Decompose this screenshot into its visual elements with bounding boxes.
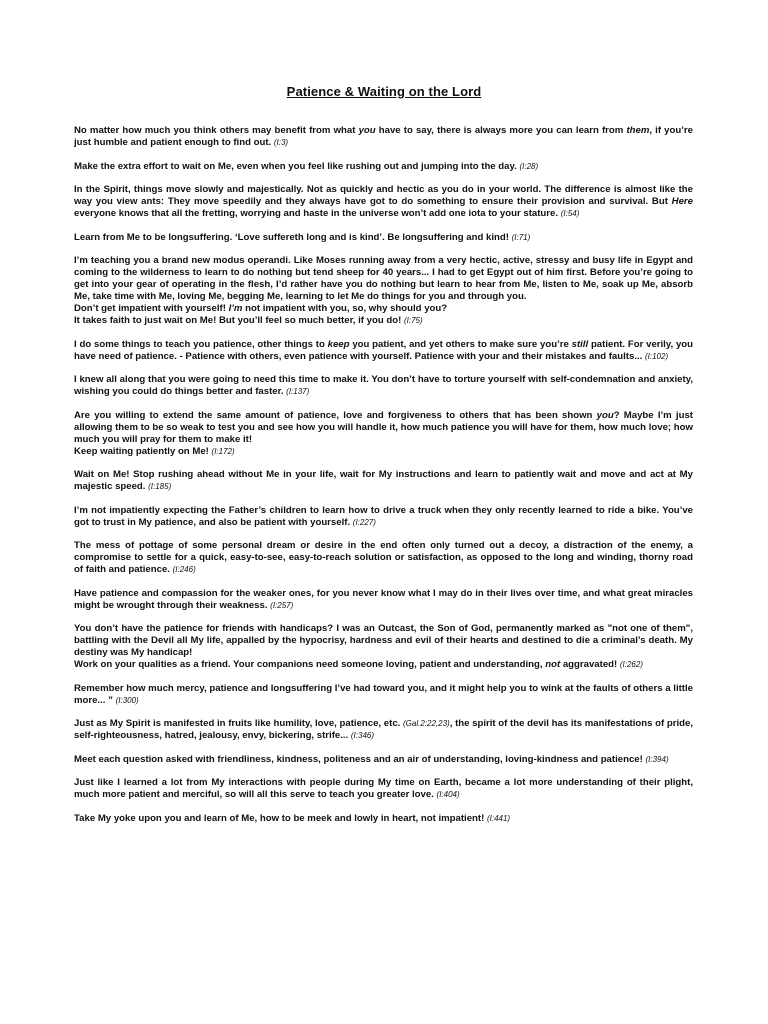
- paragraph: [74, 540, 693, 576]
- reference: (I:102): [644, 351, 669, 361]
- text-run: Make the extra effort to wait on Me, even when you feel like rushing out and jumping into the day.: [74, 160, 520, 172]
- paragraph: [74, 683, 693, 707]
- emphasis-text: still: [571, 338, 589, 350]
- text-run: ? Maybe I’m just allowing them to be so weak to test you and see how you will handle it, how much patience you will have for them, how much love; how much you will pray for them to make it!: [74, 409, 693, 445]
- paragraph-line: [74, 125, 693, 149]
- emphasis-text: I’m: [228, 303, 243, 314]
- text-run: you patient, and yet others to make sure you’re: [349, 338, 572, 350]
- reference: (I:75): [403, 316, 423, 325]
- text-run: , if you’re just humble and patient enough to find out.: [74, 125, 693, 148]
- text-run: Work on your qualities as a friend. Your companions need someone loving, patient and understanding,: [74, 659, 546, 670]
- paragraph: [74, 754, 693, 766]
- reference: (I:185): [148, 482, 172, 491]
- paragraph-line: [74, 588, 693, 612]
- emphasis-text: you: [596, 409, 614, 421]
- emphasis-text: keep: [327, 338, 350, 350]
- paragraph-line: [74, 315, 693, 327]
- text-run: Wait on Me! Stop rushing ahead without Me in your life, wait for My instructions and learn to patiently wait and move and act at My majestic speed.: [74, 469, 693, 492]
- reference: (I:404): [436, 790, 460, 799]
- reference: (I:300): [115, 695, 139, 705]
- paragraph: [74, 374, 693, 398]
- text-run: It takes faith to just wait on Me! But you’ll feel so much better, if you do!: [74, 315, 404, 326]
- paragraph: [74, 588, 693, 612]
- paragraph: [74, 623, 693, 671]
- paragraph-line: [74, 754, 693, 766]
- text-run: patient. For verily, you have need of patience. - Patience with others, even patience with yourself. Patience with your and their mistakes and faults...: [74, 338, 693, 362]
- text-run: aggravated!: [560, 659, 620, 670]
- reference: (I:172): [211, 446, 235, 456]
- text-run: Just as My Spirit is manifested in fruits like humility, love, patience, etc.: [74, 718, 404, 729]
- text-run: No matter how much you think others may benefit from what: [74, 125, 359, 136]
- reference: (I:346): [350, 731, 375, 740]
- paragraph-line: [74, 659, 693, 671]
- paragraph: [74, 718, 693, 742]
- text-run: I do some things to teach you patience, other things to: [74, 338, 328, 350]
- text-run: I’m teaching you a brand new modus operandi. Like Moses running away from a very hectic, active, stressy and busy life in Egypt and coming to the wilderness to learn to do nothing but tend sheep for 40 years... I had to get Egypt out of him first. Before you’re going to get into your gear of operating in the flesh, I’d rather have you do nothing but learn to hear from Me, listen to Me, soak up Me, absorb Me, take time with Me, loving Me, begging Me, learning to let Me do things for you and through you.: [74, 255, 693, 302]
- paragraph: [74, 184, 693, 220]
- paragraph-line: [74, 469, 693, 493]
- emphasis-text: you: [358, 125, 376, 136]
- reference: (I:3): [273, 138, 289, 147]
- paragraph-line: [74, 303, 693, 315]
- reference: (Gal.2:22,23): [403, 719, 450, 728]
- paragraph-line: [74, 813, 693, 825]
- paragraph: [74, 469, 693, 493]
- text-run: everyone knows that all the fretting, worrying and haste in the universe won’t add one iota to your stature.: [74, 208, 561, 219]
- text-run: Just like I learned a lot from My interactions with people during My time on Earth, became a lot more understanding of their plight, much more patient and merciful, so will all this serve to teach you greater love.: [74, 777, 693, 800]
- paragraph-line: [74, 374, 693, 398]
- text-run: In the Spirit, things move slowly and majestically. Not as quickly and hectic as you do in your world. The difference is almost like the way you view ants: They move speedily and they always have got to do something to ensure their provision and survival. But: [74, 184, 693, 207]
- paragraph-line: [74, 683, 693, 707]
- paragraph-line: [74, 255, 693, 303]
- text-run: Remember how much mercy, patience and longsuffering I’ve had toward you, and it might help you to wink at the faults of others a little more... ”: [74, 682, 693, 706]
- text-run: You don’t have the patience for friends with handicaps? I was an Outcast, the Son of God, permanently marked as "not one of them", battling with the Devil all My life, appalled by the hypocrisy, hardness and evil of their hearts and destined to die a criminal’s death. My destiny was My handicap!: [74, 623, 693, 658]
- text-run: Keep waiting patiently on Me!: [74, 445, 212, 457]
- paragraph-line: [74, 184, 693, 220]
- text-run: , the spirit of the devil has its manifestations of pride, self-righteousness, hatred, jealousy, envy, bickering, strife...: [74, 718, 693, 741]
- emphasis-text: them: [626, 125, 650, 136]
- reference: (I:28): [519, 161, 539, 171]
- paragraph: [74, 125, 693, 149]
- reference: (I:137): [286, 387, 310, 396]
- emphasis-text: not: [545, 659, 561, 670]
- paragraph-line: [74, 623, 693, 659]
- page-title: Patience & Waiting on the Lord: [286, 84, 482, 99]
- text-run: not impatient with you, so, why should you?: [242, 303, 448, 314]
- reference: (I:246): [172, 565, 196, 574]
- text-run: have to say, there is always more you can learn from: [375, 125, 627, 136]
- paragraph: [74, 813, 693, 825]
- paragraph: [74, 777, 693, 801]
- text-run: Don’t get impatient with yourself!: [74, 303, 229, 314]
- text-run: Learn from Me to be longsuffering. ‘Love suffereth long and is kind’. Be longsuffering and kind!: [74, 231, 512, 243]
- reference: (I:257): [270, 600, 294, 610]
- reference: (I:394): [645, 754, 669, 764]
- paragraph-line: [74, 446, 693, 458]
- text-run: Have patience and compassion for the weaker ones, for you never know what I may do in their lives over time, and what great miracles might be wrought through their weakness.: [74, 587, 693, 611]
- paragraph: [74, 410, 693, 458]
- paragraph: [74, 232, 693, 244]
- text-run: Meet each question asked with friendliness, kindness, politeness and an air of understanding, loving-kindness and patience!: [74, 753, 646, 765]
- paragraph: [74, 161, 693, 173]
- paragraph-line: [74, 161, 693, 173]
- text-run: Take My yoke upon you and learn of Me, how to be meek and lowly in heart, not impatient!: [74, 812, 487, 824]
- reference: (I:54): [560, 209, 580, 218]
- paragraph: [74, 505, 693, 529]
- text-run: Are you willing to extend the same amount of patience, love and forgiveness to others that has been shown: [74, 409, 597, 421]
- paragraph: [74, 339, 693, 363]
- paragraph: [74, 255, 693, 327]
- paragraph-line: [74, 540, 693, 576]
- reference: (I:71): [511, 232, 531, 242]
- text-run: The mess of pottage of some personal dream or desire in the end often only turned out a decoy, a distraction of the enemy, a compromise to settle for a quick, easy-to-see, easy-to-reach solution or satisfaction, as opposed to the long and winding, thorny road of faith and patience.: [74, 540, 693, 575]
- text-run: I’m not impatiently expecting the Father’s children to learn how to drive a truck when they only recently learned to ride a bike. You’ve got to trust in My patience, and also be patient with yourself.: [74, 504, 693, 528]
- paragraph-line: [74, 777, 693, 801]
- paragraph-line: [74, 718, 693, 742]
- paragraph-line: [74, 505, 693, 529]
- emphasis-text: Here: [671, 196, 693, 207]
- text-run: I knew all along that you were going to need this time to make it. You don’t have to torture yourself with self-condemnation and anxiety, wishing you could do things better and faster.: [74, 374, 693, 397]
- reference: (I:227): [352, 517, 376, 527]
- paragraph-line: [74, 339, 693, 363]
- paragraph-line: [74, 232, 693, 244]
- document-body: [74, 125, 693, 836]
- reference: (I:262): [619, 660, 643, 669]
- reference: (I:441): [486, 813, 511, 823]
- paragraph-line: [74, 410, 693, 446]
